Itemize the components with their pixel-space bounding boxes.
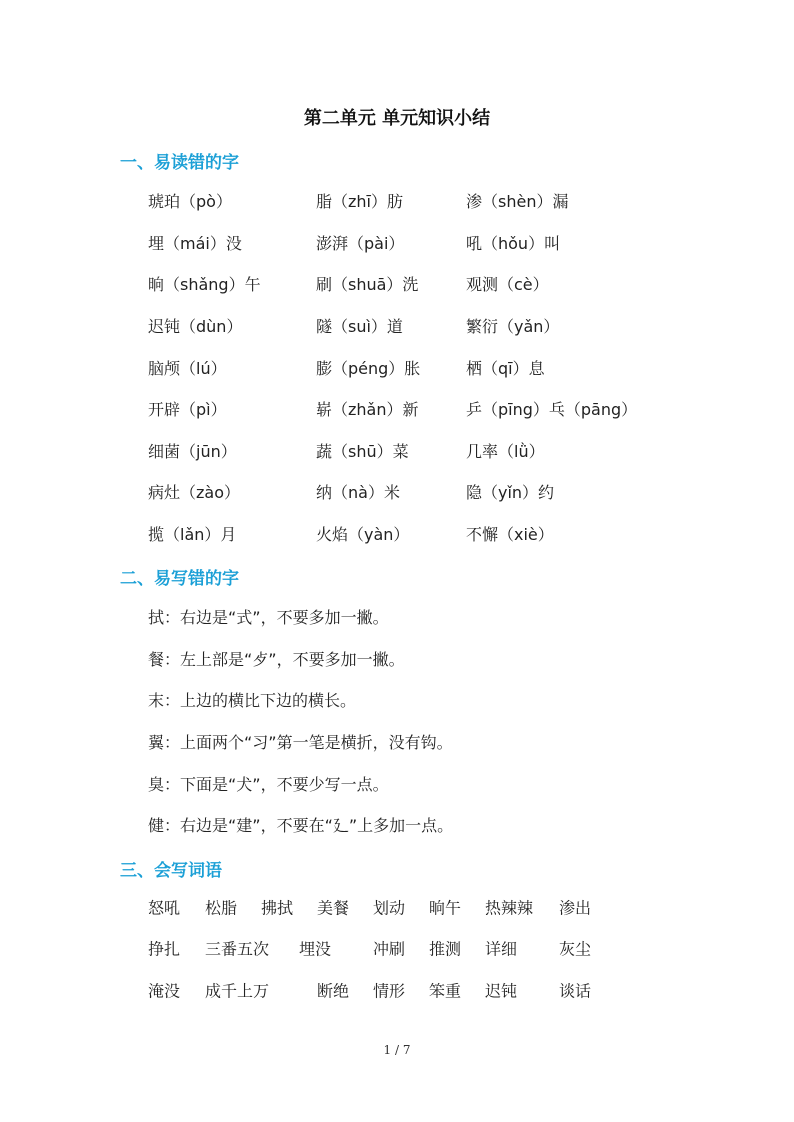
word: 松脂 xyxy=(205,898,238,918)
list-item xyxy=(148,886,768,928)
list-item xyxy=(148,928,768,970)
word-pinyin: 脑颅（lú） xyxy=(148,358,227,378)
list-item xyxy=(148,388,768,430)
word: 详细 xyxy=(485,939,518,959)
word: 渗出 xyxy=(559,898,592,918)
word-pinyin: 揽（lǎn）月 xyxy=(148,525,237,545)
section-heading-read-wrong: 一、易读错的字 xyxy=(120,153,239,173)
list-item: 拭：右边是“式”，不要多加一撇。 xyxy=(148,608,389,628)
words-list xyxy=(148,886,768,1011)
word: 迟钝 xyxy=(485,981,518,1001)
list-item xyxy=(148,969,768,1011)
word: 美餐 xyxy=(317,898,350,918)
word: 怒吼 xyxy=(148,898,181,918)
word-pinyin: 繁衍（yǎn） xyxy=(466,317,560,337)
word: 划动 xyxy=(373,898,406,918)
word-pinyin: 观测（cè） xyxy=(466,275,549,295)
list-item: 臭：下面是“犬”，不要少写一点。 xyxy=(148,774,389,794)
list-item: 末：上边的横比下边的横长。 xyxy=(148,691,357,711)
word: 成千上万 xyxy=(205,981,270,1001)
word: 淹没 xyxy=(148,981,181,1001)
word-pinyin: 埋（mái）没 xyxy=(148,233,242,253)
page-title: 第二单元 单元知识小结 xyxy=(303,108,491,129)
list-item: 翼：上面两个“习”第一笔是横折，没有钩。 xyxy=(148,733,453,753)
word-pinyin: 脂（zhī）肪 xyxy=(316,192,403,212)
word-pinyin: 隧（suì）道 xyxy=(316,317,403,337)
section-heading-write-wrong: 二、易写错的字 xyxy=(120,569,239,589)
page-number: 1 / 7 xyxy=(383,1043,411,1057)
word-pinyin: 开辟（pì） xyxy=(148,400,227,420)
list-item xyxy=(148,513,768,555)
write-wrong-list xyxy=(148,596,768,846)
word-pinyin: 栖（qī）息 xyxy=(466,358,545,378)
word-pinyin: 隐（yǐn）约 xyxy=(466,483,555,503)
word-pinyin: 渗（shèn）漏 xyxy=(466,192,569,212)
word: 拂拭 xyxy=(261,898,294,918)
list-item xyxy=(148,430,768,472)
word-pinyin: 细菌（jūn） xyxy=(148,441,237,461)
word: 笨重 xyxy=(429,981,462,1001)
word: 挣扎 xyxy=(148,939,181,959)
word-pinyin: 晌（shǎng）午 xyxy=(148,275,261,295)
word-pinyin: 迟钝（dùn） xyxy=(148,317,243,337)
word: 灰尘 xyxy=(559,939,592,959)
list-item xyxy=(148,471,768,513)
word: 情形 xyxy=(373,981,406,1001)
word-pinyin: 火焰（yàn） xyxy=(316,525,410,545)
word-pinyin: 琥珀（pò） xyxy=(148,192,232,212)
word-pinyin: 不懈（xiè） xyxy=(466,525,554,545)
list-item: 健：右边是“建”，不要在“廴”上多加一点。 xyxy=(148,816,454,836)
word-pinyin: 乒（pīng）乓（pāng） xyxy=(466,400,638,420)
list-item xyxy=(148,180,768,222)
word-pinyin: 几率（lǜ） xyxy=(466,441,545,461)
word: 三番五次 xyxy=(205,939,270,959)
list-item xyxy=(148,222,768,264)
word: 断绝 xyxy=(317,981,350,1001)
word-pinyin: 纳（nà）米 xyxy=(316,483,400,503)
list-item xyxy=(148,305,768,347)
list-item xyxy=(148,263,768,305)
word-pinyin: 澎湃（pài） xyxy=(316,233,405,253)
word: 冲刷 xyxy=(373,939,406,959)
word: 埋没 xyxy=(299,939,332,959)
section-heading-words: 三、会写词语 xyxy=(120,861,222,881)
list-item xyxy=(148,346,768,388)
word-pinyin: 崭（zhǎn）新 xyxy=(316,400,419,420)
word-pinyin: 蔬（shū）菜 xyxy=(316,441,409,461)
word-pinyin: 刷（shuā）洗 xyxy=(316,275,419,295)
word-pinyin: 膨（péng）胀 xyxy=(316,358,421,378)
word-pinyin: 吼（hǒu）叫 xyxy=(466,233,561,253)
read-wrong-list xyxy=(148,180,768,554)
word: 推测 xyxy=(429,939,462,959)
word: 热辣辣 xyxy=(485,898,534,918)
word-pinyin: 病灶（zào） xyxy=(148,483,240,503)
word: 晌午 xyxy=(429,898,462,918)
list-item: 餐：左上部是“歺”，不要多加一撇。 xyxy=(148,649,405,669)
word: 谈话 xyxy=(559,981,592,1001)
